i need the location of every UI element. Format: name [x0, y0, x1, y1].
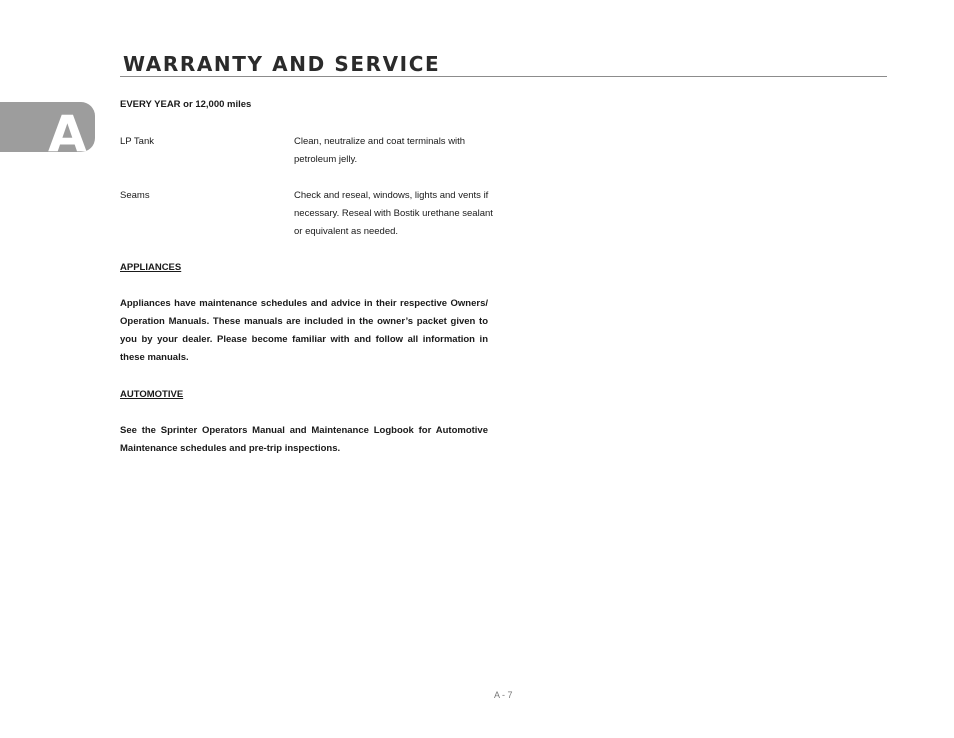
section-tab [0, 102, 95, 152]
schedule-item-description: Clean, neutralize and coat terminals with petroleum jelly. [294, 136, 466, 165]
appliances-heading: APPLIANCES [120, 262, 182, 273]
automotive-paragraph: See the Sprinter Operators Manual and Maintenance Logbook for Automotive Maintenance schedules and pre-trip inspections. [120, 425, 488, 454]
appliances-paragraph: Appliances have maintenance schedules and advice in their respective Owners/ Operation Manuals. These manuals are included in the owner’s packet given to you by your dealer. Please become familiar with and follow all information in these manuals. [120, 298, 488, 363]
page-title: WARRANTY AND SERVICE [123, 52, 441, 76]
schedule-item-name: Seams [120, 190, 150, 201]
schedule-item-name: LP Tank [120, 136, 154, 147]
automotive-heading: AUTOMOTIVE [120, 389, 184, 400]
page-number: A - 7 [494, 690, 513, 700]
title-divider [120, 76, 887, 77]
schedule-item-description: Check and reseal, windows, lights and vents if necessary. Reseal with Bostik urethane sealant or equivalent as needed. [294, 190, 493, 237]
schedule-heading: EVERY YEAR or 12,000 miles [120, 99, 252, 110]
section-tab-letter: A [48, 105, 87, 152]
